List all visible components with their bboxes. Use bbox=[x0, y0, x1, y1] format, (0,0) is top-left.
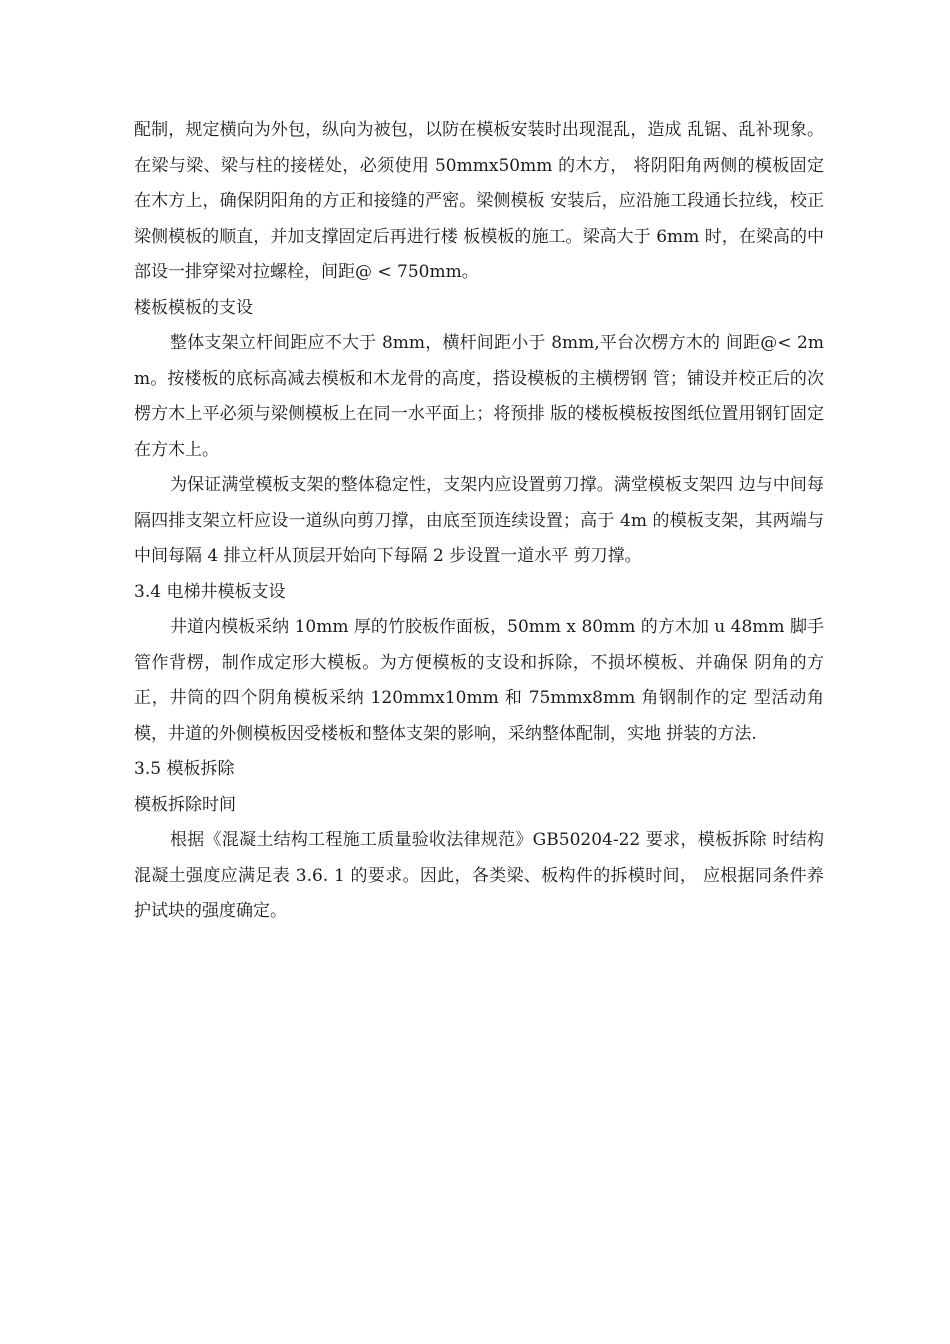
heading-floor-slab-formwork: 楼板模板的支设 bbox=[134, 297, 253, 318]
paragraph-scissor-bracing: 为保证满堂模板支架的整体稳定性，支架内应设置剪刀撑。满堂模板支架四 边与中间每隔四排支架立杆应设一道纵向剪刀撑，由底至顶连续设置；高于 4m 的模板支架，其两端与中间每隔 4 排立杆从顶层开始向下每隔 2 步设置一道水平 剪刀撑。 bbox=[134, 475, 824, 566]
heading-removal-time: 模板拆除时间 bbox=[134, 794, 236, 815]
paragraph-support-frame: 整体支架立杆间距应不大于 8mm，横杆间距小于 8mm,平台次楞方木的 间距@< 2mm。按楼板的底标高减去模板和木龙骨的高度，搭设模板的主横楞钢 管；铺设并校正后的次楞方木上平必须与梁侧模板上在同一水平面上；将预排 版的楼板模板按图纸位置用钢钉固定在方木上。 bbox=[134, 333, 824, 460]
paragraph-beam-formwork: 配制，规定横向为外包，纵向为被包，以防在模板安装时出现混乱，造成 乱锯、乱补现象。在梁与梁、梁与柱的接槎处，必须使用 50mmx50mm 的木方， 将阴阳角两侧的模板固定在木方上，确保阴阳角的方正和接缝的严密。梁侧模板 安装后，应沿施工段通长拉线，校正梁侧模板的顺直，并加支撑固定后再进行楼 板模板的施工。梁高大于 6mm 时，在梁高的中部设一排穿梁对拉螺栓，间距@ < 750mm。 bbox=[134, 120, 824, 282]
document-body bbox=[134, 113, 824, 930]
heading-formwork-removal: 3.5 模板拆除 bbox=[134, 759, 235, 779]
paragraph-removal-requirements: 根据《混凝土结构工程施工质量验收法律规范》GB50204-22 要求，模板拆除 时结构混凝土强度应满足表 3.6. 1 的要求。因此，各类梁、板构件的拆模时间， 应根据同条件养护试块的强度确定。 bbox=[134, 830, 824, 921]
paragraph-shaft-formwork: 井道内模板采纳 10mm 厚的竹胶板作面板，50mm x 80mm 的方木加 u 48mm 脚手 管作背楞，制作成定形大模板。为方便模板的支设和拆除，不损坏模板、并确保 阴角的方正，井筒的四个阴角模板采纳 120mmx10mm 和 75mmx8mm 角钢制作的定 型活动角模，井道的外侧模板因受楼板和整体支架的影响，采纳整体配制，实地 拼装的方法. bbox=[134, 617, 824, 744]
heading-elevator-shaft-formwork: 3.4 电梯井模板支设 bbox=[134, 581, 286, 602]
